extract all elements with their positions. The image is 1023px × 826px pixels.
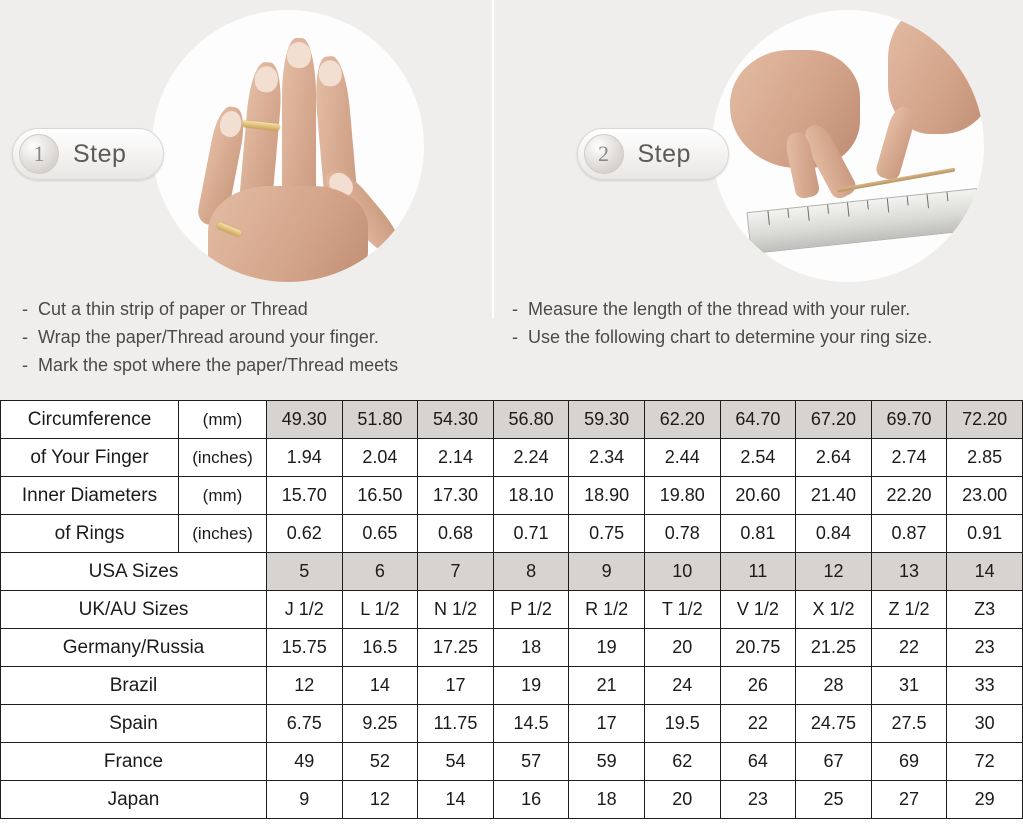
- row-label: of Rings: [1, 515, 179, 553]
- cell: 62.20: [644, 401, 720, 439]
- cell: 21.40: [796, 477, 872, 515]
- cell: 15.75: [267, 629, 343, 667]
- cell: 17: [418, 667, 494, 705]
- cell: 2.54: [720, 439, 796, 477]
- cell: 29: [947, 781, 1023, 819]
- ring-size-chart-table: [0, 400, 1023, 819]
- table-row: [1, 515, 1023, 553]
- cell: 9: [267, 781, 343, 819]
- cell: J 1/2: [267, 591, 343, 629]
- bullet-dash-icon: -: [22, 299, 28, 320]
- cell: 27.5: [871, 705, 947, 743]
- cell: 28: [796, 667, 872, 705]
- cell: 20: [644, 781, 720, 819]
- row-label: Germany/Russia: [1, 629, 267, 667]
- ruler-tick: [787, 209, 789, 218]
- cell: 57: [493, 743, 569, 781]
- cell: 8: [493, 553, 569, 591]
- cell: 5: [267, 553, 343, 591]
- instructions-section: [0, 0, 1023, 400]
- ruler-tick: [946, 192, 948, 201]
- cell: 17.25: [418, 629, 494, 667]
- cell: 67: [796, 743, 872, 781]
- ruler-tick: [767, 211, 769, 225]
- bullet-dash-icon: -: [22, 327, 28, 348]
- cell: 54.30: [418, 401, 494, 439]
- cell: 0.84: [796, 515, 872, 553]
- cell: 16.5: [342, 629, 418, 667]
- cell: 49.30: [267, 401, 343, 439]
- cell: 14: [947, 553, 1023, 591]
- row-unit: (mm): [179, 477, 267, 515]
- cell: 51.80: [342, 401, 418, 439]
- cell: V 1/2: [720, 591, 796, 629]
- cell: 0.75: [569, 515, 645, 553]
- hand-with-thread-on-finger-photo: [152, 10, 424, 282]
- cell: 2.24: [493, 439, 569, 477]
- table-row: [1, 781, 1023, 819]
- instruction-text: Wrap the paper/Thread around your finger.: [38, 327, 379, 348]
- cell: 10: [644, 553, 720, 591]
- instruction-item: [512, 296, 932, 324]
- cell: 0.91: [947, 515, 1023, 553]
- cell: 14: [342, 667, 418, 705]
- cell: 24: [644, 667, 720, 705]
- cell: 72: [947, 743, 1023, 781]
- cell: 19: [493, 667, 569, 705]
- cell: 33: [947, 667, 1023, 705]
- instruction-item: [22, 324, 398, 352]
- cell: 0.71: [493, 515, 569, 553]
- cell: 54: [418, 743, 494, 781]
- cell: 67.20: [796, 401, 872, 439]
- step-1-number: 1: [19, 134, 59, 174]
- step-2-badge: [577, 128, 729, 180]
- cell: 23.00: [947, 477, 1023, 515]
- cell: 18.10: [493, 477, 569, 515]
- row-label: USA Sizes: [1, 553, 267, 591]
- hand-measuring-thread-with-ruler-photo: [712, 10, 984, 282]
- cell: 23: [720, 781, 796, 819]
- table-row: [1, 439, 1023, 477]
- cell: 6.75: [267, 705, 343, 743]
- cell: 26: [720, 667, 796, 705]
- cell: 64: [720, 743, 796, 781]
- ruler-tick: [886, 198, 888, 212]
- step-2-label: Step: [637, 139, 691, 168]
- cell: 18: [493, 629, 569, 667]
- step-1-instructions: [22, 296, 398, 380]
- cell: 59: [569, 743, 645, 781]
- step-2-instructions: [512, 296, 932, 352]
- cell: T 1/2: [644, 591, 720, 629]
- ruler-tick: [827, 205, 829, 214]
- row-unit: (mm): [179, 401, 267, 439]
- cell: 0.65: [342, 515, 418, 553]
- instruction-item: [22, 352, 398, 380]
- cell: 20.60: [720, 477, 796, 515]
- cell: 19: [569, 629, 645, 667]
- cell: 14: [418, 781, 494, 819]
- table-row: [1, 591, 1023, 629]
- cell: 56.80: [493, 401, 569, 439]
- cell: 31: [871, 667, 947, 705]
- row-label: Spain: [1, 705, 267, 743]
- table-row: [1, 401, 1023, 439]
- row-label: France: [1, 743, 267, 781]
- cell: 2.34: [569, 439, 645, 477]
- instruction-text: Measure the length of the thread with your ruler.: [528, 299, 911, 320]
- cell: 22: [720, 705, 796, 743]
- cell: 12: [796, 553, 872, 591]
- step-1-label: Step: [73, 139, 127, 168]
- instruction-text: Mark the spot where the paper/Thread meets: [38, 355, 399, 376]
- cell: 14.5: [493, 705, 569, 743]
- fingernail: [254, 65, 279, 93]
- fingernail: [317, 59, 342, 87]
- table-row: [1, 667, 1023, 705]
- cell: 13: [871, 553, 947, 591]
- table-row: [1, 553, 1023, 591]
- table-row: [1, 477, 1023, 515]
- cell: 2.44: [644, 439, 720, 477]
- cell: 17.30: [418, 477, 494, 515]
- cell: Z3: [947, 591, 1023, 629]
- cell: 62: [644, 743, 720, 781]
- row-label: UK/AU Sizes: [1, 591, 267, 629]
- cell: 17: [569, 705, 645, 743]
- cell: 24.75: [796, 705, 872, 743]
- row-unit: (inches): [179, 515, 267, 553]
- cell: 12: [342, 781, 418, 819]
- cell: 11.75: [418, 705, 494, 743]
- ruler-tick: [866, 200, 868, 209]
- cell: 16: [493, 781, 569, 819]
- table-row: [1, 705, 1023, 743]
- cell: 9: [569, 553, 645, 591]
- cell: 1.94: [267, 439, 343, 477]
- instruction-item: [512, 324, 932, 352]
- cell: 52: [342, 743, 418, 781]
- cell: 6: [342, 553, 418, 591]
- cell: 7: [418, 553, 494, 591]
- bullet-dash-icon: -: [512, 299, 518, 320]
- ruler-tick: [926, 194, 928, 208]
- cell: X 1/2: [796, 591, 872, 629]
- row-label: Inner Diameters: [1, 477, 179, 515]
- cell: 2.85: [947, 439, 1023, 477]
- cell: 11: [720, 553, 796, 591]
- cell: 20: [644, 629, 720, 667]
- cell: N 1/2: [418, 591, 494, 629]
- cell: P 1/2: [493, 591, 569, 629]
- cell: 22: [871, 629, 947, 667]
- cell: 2.64: [796, 439, 872, 477]
- cell: 22.20: [871, 477, 947, 515]
- cell: 9.25: [342, 705, 418, 743]
- cell: 18.90: [569, 477, 645, 515]
- cell: R 1/2: [569, 591, 645, 629]
- cell: Z 1/2: [871, 591, 947, 629]
- ruler-tick: [807, 207, 809, 221]
- row-label: Brazil: [1, 667, 267, 705]
- cell: 69.70: [871, 401, 947, 439]
- fingernail: [287, 42, 311, 68]
- cell: 0.78: [644, 515, 720, 553]
- row-label: of Your Finger: [1, 439, 179, 477]
- ruler-tick: [846, 203, 848, 217]
- cell: 59.30: [569, 401, 645, 439]
- cell: 0.81: [720, 515, 796, 553]
- table-row: [1, 743, 1023, 781]
- cell: 27: [871, 781, 947, 819]
- cell: 30: [947, 705, 1023, 743]
- cell: 15.70: [267, 477, 343, 515]
- cell: 72.20: [947, 401, 1023, 439]
- table-body: [1, 401, 1023, 819]
- cell: 2.14: [418, 439, 494, 477]
- cell: 19.5: [644, 705, 720, 743]
- row-label: Japan: [1, 781, 267, 819]
- ruler-tick: [906, 196, 908, 205]
- row-unit: (inches): [179, 439, 267, 477]
- cell: 21.25: [796, 629, 872, 667]
- cell: 64.70: [720, 401, 796, 439]
- cell: 0.87: [871, 515, 947, 553]
- cell: 12: [267, 667, 343, 705]
- cell: L 1/2: [342, 591, 418, 629]
- instruction-item: [22, 296, 398, 324]
- instruction-text: Use the following chart to determine your ring size.: [528, 327, 933, 348]
- cell: 49: [267, 743, 343, 781]
- step-2-number: 2: [584, 134, 624, 174]
- cell: 2.04: [342, 439, 418, 477]
- cell: 19.80: [644, 477, 720, 515]
- bullet-dash-icon: -: [22, 355, 28, 376]
- cell: 21: [569, 667, 645, 705]
- step-1-panel: [0, 0, 512, 400]
- cell: 16.50: [342, 477, 418, 515]
- instruction-text: Cut a thin strip of paper or Thread: [38, 299, 308, 320]
- cell: 23: [947, 629, 1023, 667]
- cell: 2.74: [871, 439, 947, 477]
- step-1-badge: [12, 128, 164, 180]
- fingernail: [217, 109, 243, 139]
- cell: 18: [569, 781, 645, 819]
- cell: 0.68: [418, 515, 494, 553]
- cell: 25: [796, 781, 872, 819]
- table-row: [1, 629, 1023, 667]
- cell: 20.75: [720, 629, 796, 667]
- bullet-dash-icon: -: [512, 327, 518, 348]
- cell: 69: [871, 743, 947, 781]
- row-label: Circumference: [1, 401, 179, 439]
- cell: 0.62: [267, 515, 343, 553]
